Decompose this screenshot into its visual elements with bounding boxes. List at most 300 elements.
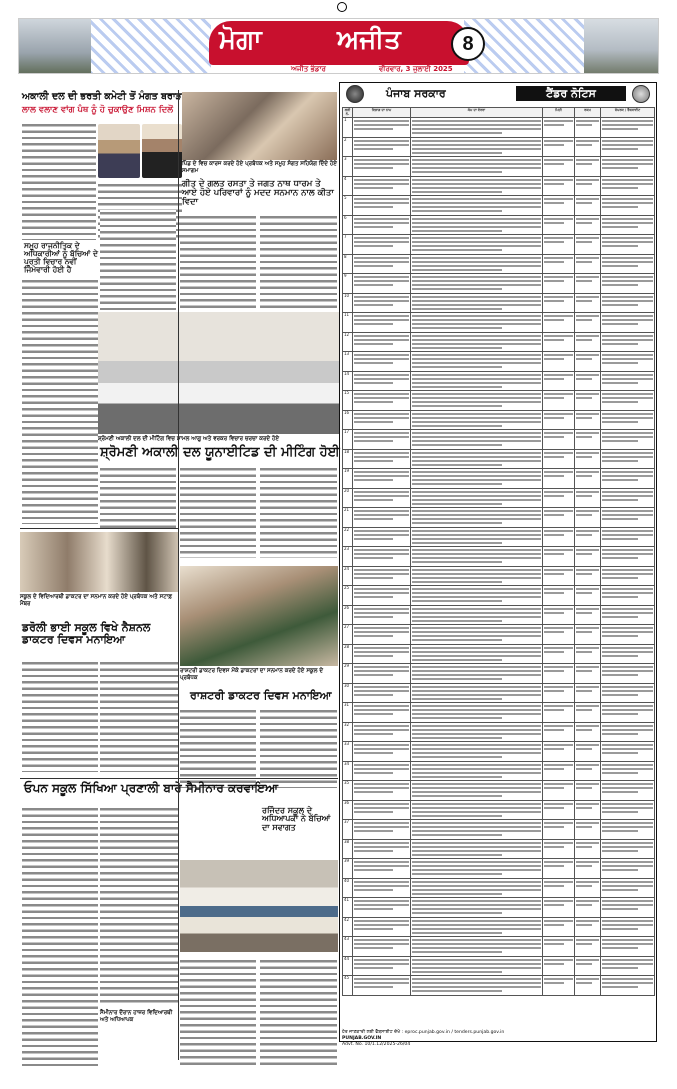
row-contact [601,332,655,352]
header-work: ਕੰਮ ਦਾ ਵੇਰਵਾ [411,108,543,118]
row-department [353,937,411,957]
row-work [411,644,543,664]
row-department [353,137,411,157]
row-contact [601,293,655,313]
row-contact [601,566,655,586]
row-contact [601,859,655,879]
row-department [353,800,411,820]
row-contact [601,625,655,645]
tender-row [343,917,655,937]
row-work [411,664,543,684]
row-contact [601,956,655,976]
row-contact [601,430,655,450]
row-serial: 23 [343,547,353,567]
row-serial: 16 [343,410,353,430]
row-work [411,137,543,157]
tender-government: ਪੰਜਾਬ ਸਰਕਾਰ [386,87,446,100]
tender-row [343,703,655,723]
row-serial: 25 [343,586,353,606]
row-contact [601,449,655,469]
row-date [543,917,575,937]
tender-row [343,352,655,372]
print-footer [0,1070,677,1082]
story-4-photo [20,532,178,592]
row-serial: 13 [343,352,353,372]
row-date [543,430,575,450]
row-contact [601,644,655,664]
row-contact [601,664,655,684]
section-rule [20,528,178,529]
row-contact [601,488,655,508]
tender-row [343,566,655,586]
tender-row [343,820,655,840]
story-2-headline: ਗੀਤ ਦੇ ਗਲਤ ਰਸਤਾ ਤੇ ਜਗਤ ਨਾਥ ਧਾਰਮ ਤੇ ਆਏ ਹੋਏ ਪਰਿਵਾਰਾਂ ਨੂੰ ਮਦਦ ਸਨਮਾਨ ਨਾਲ ਕੀਤਾ ਵਿਦਾ [182,179,334,207]
row-contact [601,371,655,391]
row-amount [575,917,601,937]
row-department [353,605,411,625]
row-amount [575,605,601,625]
row-amount [575,488,601,508]
row-date [543,176,575,196]
row-date [543,761,575,781]
row-amount [575,839,601,859]
row-work [411,722,543,742]
row-contact [601,196,655,216]
story-5-body-col1 [180,708,256,788]
row-serial: 4 [343,176,353,196]
row-date [543,703,575,723]
row-serial: 43 [343,937,353,957]
tender-advt-number: Advt. No. 10/1.12/2025-26/04 [342,1042,411,1047]
row-department [353,352,411,372]
story-1-subhead: ਲਾਲ ਵਲਾਣ ਵਾਂਗ ਪੰਥ ਨੂੰ ਹੋ ਚੁਕਾਉਣ ਮਿਸ਼ਨ ਦਿਲੋਂ [22,105,173,115]
row-amount [575,976,601,996]
masthead-photo-left [19,19,91,74]
row-serial: 6 [343,215,353,235]
row-serial: 42 [343,917,353,937]
tender-row [343,761,655,781]
row-amount [575,742,601,762]
row-date [543,313,575,333]
header-amount: ਰਕਮ [575,108,601,118]
story-7-headline: ਰਜਿੰਦਰ ਸਕੂਲ ਦੇ ਅਧਿਆਪਕਾਂ ਨੇ ਬੱਚਿਆਂ ਦਾ ਸਵਾਗਤ [262,805,331,832]
section-rule [20,778,338,779]
row-serial: 19 [343,469,353,489]
row-serial: 34 [343,761,353,781]
row-date [543,586,575,606]
row-department [353,644,411,664]
row-serial: 22 [343,527,353,547]
row-contact [601,937,655,957]
row-date [543,820,575,840]
row-date [543,937,575,957]
row-contact [601,352,655,372]
row-work [411,332,543,352]
row-department [353,410,411,430]
row-work [411,566,543,586]
tender-row [343,332,655,352]
story-7-body-col1 [180,958,256,1066]
row-date [543,683,575,703]
row-contact [601,391,655,411]
row-date [543,508,575,528]
row-work [411,508,543,528]
tender-row [343,664,655,684]
tender-row [343,644,655,664]
row-amount [575,644,601,664]
story-1-portrait-2 [142,124,182,178]
tender-row [343,781,655,801]
row-work [411,625,543,645]
story-4-body-col2 [100,660,178,772]
row-serial: 11 [343,313,353,333]
tender-row [343,254,655,274]
tender-footer-site: PUNJAB.GOV.IN [342,1036,382,1041]
tender-notice [339,82,657,1042]
story-3-caption: ਸ਼੍ਰੋਮਣੀ ਅਕਾਲੀ ਦਲ ਦੀ ਮੀਟਿੰਗ ਵਿਚ ਸ਼ਾਮਲ ਆਗੂ ਅਤੇ ਵਰਕਰ ਵਿਚਾਰ ਚਰਚਾ ਕਰਦੇ ਹੋਏ [98,436,280,442]
row-department [353,820,411,840]
row-department [353,176,411,196]
row-amount [575,371,601,391]
tender-row [343,722,655,742]
row-amount [575,664,601,684]
tender-row [343,235,655,255]
row-amount [575,800,601,820]
masthead-city-name: ਮੋਗਾ [219,25,262,55]
tender-row [343,878,655,898]
row-department [353,391,411,411]
row-contact [601,917,655,937]
tender-row [343,118,655,138]
row-department [353,508,411,528]
row-department [353,917,411,937]
story-7-body-col2 [260,958,337,1066]
tender-row [343,859,655,879]
row-serial: 5 [343,196,353,216]
row-serial: 7 [343,235,353,255]
row-serial: 17 [343,430,353,450]
row-contact [601,781,655,801]
row-amount [575,196,601,216]
row-amount [575,352,601,372]
masthead-edition: ਅਜੀਤ ਭੰਡਾਰ [291,65,326,73]
tender-row [343,391,655,411]
row-contact [601,683,655,703]
column-rule [178,90,179,1060]
row-date [543,137,575,157]
row-amount [575,293,601,313]
story-3-body-col3 [260,466,337,558]
print-registration-line [4,2,673,14]
row-department [353,781,411,801]
row-department [353,527,411,547]
story-5-photo [180,566,338,666]
row-serial: 37 [343,820,353,840]
row-contact [601,527,655,547]
row-contact [601,742,655,762]
story-2-body-col3 [260,214,337,308]
row-date [543,254,575,274]
row-serial: 33 [343,742,353,762]
story-2-body-col2 [180,214,256,326]
header-contact: ਸੰਪਰਕ / ਵੈੱਬਸਾਈਟ [601,108,655,118]
row-serial: 21 [343,508,353,528]
tender-row [343,547,655,567]
tender-row [343,196,655,216]
row-contact [601,313,655,333]
row-contact [601,761,655,781]
story-2-caption: ਪਿੰਡ ਦੇ ਵਿਚ ਕਾਰਜ ਕਰਦੇ ਹੋਏ ਪ੍ਰਬੰਧਕ ਅਤੇ ਸਮੂਹ ਸੰਗਤ ਸਹਿਯੋਗ ਦਿੰਦੇ ਹੋਏ ਸਮਾਗਮ [182,161,337,174]
row-date [543,274,575,294]
row-department [353,839,411,859]
row-work [411,956,543,976]
row-date [543,391,575,411]
tender-row [343,293,655,313]
story-5-body-col2 [260,708,337,788]
row-amount [575,547,601,567]
tender-row [343,488,655,508]
row-serial: 40 [343,878,353,898]
row-date [543,625,575,645]
row-contact [601,176,655,196]
row-date [543,644,575,664]
tender-row [343,625,655,645]
row-contact [601,137,655,157]
row-contact [601,508,655,528]
masthead-photo-right [584,19,658,74]
tender-footer-note: ਹੋਰ ਜਾਣਕਾਰੀ ਲਈ ਵੈੱਬਸਾਈਟ ਦੇਖੋ : eproc.punjab.gov.in / tenders.punjab.gov.in [342,1030,505,1035]
row-work [411,449,543,469]
row-amount [575,722,601,742]
row-date [543,332,575,352]
row-work [411,937,543,957]
tender-row [343,898,655,918]
story-1-inner-headline: ਸਮੂਹ ਰਾਜਨੀਤਿਕ ਦੇ ਅਧਿਕਾਰੀਆਂ ਨੂੰ ਬੱਚਿਆਂ ਦੇ ਪ੍ਰਤੀ ਵਿਚਾਰ ਨਵੀਂ ਜਿੰਮੇਵਾਰੀ ਹੋਈ ਹੈ [24,241,98,274]
row-amount [575,625,601,645]
row-date [543,547,575,567]
row-serial: 10 [343,293,353,313]
tender-row [343,176,655,196]
row-amount [575,449,601,469]
row-amount [575,820,601,840]
row-work [411,917,543,937]
tender-row [343,508,655,528]
row-date [543,605,575,625]
row-department [353,430,411,450]
row-serial: 44 [343,956,353,976]
story-3-body-col2 [180,466,256,558]
row-date [543,196,575,216]
row-date [543,664,575,684]
row-work [411,878,543,898]
row-department [353,235,411,255]
row-amount [575,176,601,196]
row-amount [575,527,601,547]
row-work [411,703,543,723]
row-serial: 2 [343,137,353,157]
row-work [411,820,543,840]
row-department [353,625,411,645]
tender-table [342,107,655,996]
row-work [411,254,543,274]
row-contact [601,898,655,918]
row-work [411,605,543,625]
row-work [411,859,543,879]
row-contact [601,722,655,742]
tender-row [343,800,655,820]
row-contact [601,274,655,294]
row-amount [575,137,601,157]
story-1-headline: ਅਕਾਲੀ ਦਲ ਦੀ ਭਰਤੀ ਕਮੇਟੀ ਤੋਂ ਮੰਗਤ ਬਰਾੜ [22,91,182,102]
row-date [543,293,575,313]
row-date [543,352,575,372]
row-serial: 24 [343,566,353,586]
masthead [18,18,659,74]
row-amount [575,898,601,918]
story-7-caption: ਸੈਮੀਨਾਰ ਦੌਰਾਨ ਹਾਜ਼ਰ ਵਿਦਿਆਰਥੀ ਅਤੇ ਅਧਿਆਪਕ [100,1010,173,1023]
row-work [411,176,543,196]
tender-row [343,215,655,235]
row-date [543,488,575,508]
header-serial: ਲੜੀ ਨੰ. [343,108,353,118]
story-1-body-col1 [22,122,96,240]
row-serial: 38 [343,839,353,859]
row-department [353,586,411,606]
story-2-photo [182,92,337,160]
row-department [353,118,411,138]
row-serial: 30 [343,683,353,703]
row-contact [601,878,655,898]
row-department [353,859,411,879]
row-date [543,118,575,138]
tender-row [343,742,655,762]
story-2-body-col1 [100,210,176,310]
row-contact [601,703,655,723]
row-work [411,235,543,255]
row-work [411,430,543,450]
row-date [543,527,575,547]
tender-row [343,976,655,996]
row-work [411,976,543,996]
tender-row [343,469,655,489]
row-date [543,566,575,586]
row-department [353,956,411,976]
row-work [411,293,543,313]
row-amount [575,781,601,801]
row-work [411,215,543,235]
row-serial: 28 [343,644,353,664]
row-department [353,898,411,918]
row-contact [601,469,655,489]
row-department [353,566,411,586]
row-work [411,371,543,391]
story-4-body-col1 [22,660,98,772]
row-department [353,683,411,703]
row-date [543,742,575,762]
row-department [353,664,411,684]
tender-row [343,430,655,450]
row-department [353,274,411,294]
row-amount [575,157,601,177]
story-6-body-col2 [100,806,178,1006]
tender-row [343,527,655,547]
row-serial: 39 [343,859,353,879]
row-work [411,157,543,177]
row-date [543,371,575,391]
row-work [411,683,543,703]
row-work [411,488,543,508]
row-amount [575,391,601,411]
row-department [353,703,411,723]
row-work [411,118,543,138]
row-work [411,196,543,216]
row-date [543,722,575,742]
row-amount [575,937,601,957]
row-amount [575,859,601,879]
tender-row [343,449,655,469]
row-date [543,469,575,489]
row-serial: 8 [343,254,353,274]
row-date [543,781,575,801]
row-department [353,313,411,333]
row-contact [601,157,655,177]
row-work [411,547,543,567]
row-serial: 36 [343,800,353,820]
row-contact [601,976,655,996]
row-contact [601,820,655,840]
tender-row [343,313,655,333]
tender-row [343,137,655,157]
row-date [543,976,575,996]
row-contact [601,215,655,235]
masthead-paper-name: ਅਜੀਤ [337,25,401,55]
row-date [543,956,575,976]
row-contact [601,586,655,606]
story-6-body-col1 [22,806,98,1066]
header-department: ਵਿਭਾਗ ਦਾ ਨਾਮ [353,108,411,118]
row-serial: 14 [343,371,353,391]
row-serial: 18 [343,449,353,469]
row-work [411,781,543,801]
row-amount [575,956,601,976]
row-department [353,761,411,781]
row-department [353,742,411,762]
seal-icon [632,85,650,103]
row-department [353,293,411,313]
row-department [353,371,411,391]
row-serial: 31 [343,703,353,723]
story-3-headline: ਸ਼੍ਰੋਮਣੀ ਅਕਾਲੀ ਦਲ ਯੂਨਾਈਟਿਡ ਦੀ ਮੀਟਿੰਗ ਹੋਈ [100,445,340,460]
row-serial: 29 [343,664,353,684]
row-department [353,469,411,489]
row-amount [575,313,601,333]
row-serial: 3 [343,157,353,177]
row-amount [575,683,601,703]
row-amount [575,703,601,723]
story-5-caption: ਰਾਸ਼ਟਰੀ ਡਾਕਟਰ ਦਿਵਸ ਮੌਕੇ ਡਾਕਟਰਾਂ ਦਾ ਸਨਮਾਨ ਕਰਦੇ ਹੋਏ ਸਕੂਲ ਦੇ ਪ੍ਰਬੰਧਕ [180,668,324,681]
row-date [543,800,575,820]
tender-row [343,839,655,859]
row-amount [575,586,601,606]
row-contact [601,605,655,625]
row-department [353,488,411,508]
row-serial: 26 [343,605,353,625]
row-contact [601,547,655,567]
row-work [411,410,543,430]
tender-row [343,586,655,606]
punjab-emblem-icon [346,85,364,103]
row-serial: 35 [343,781,353,801]
